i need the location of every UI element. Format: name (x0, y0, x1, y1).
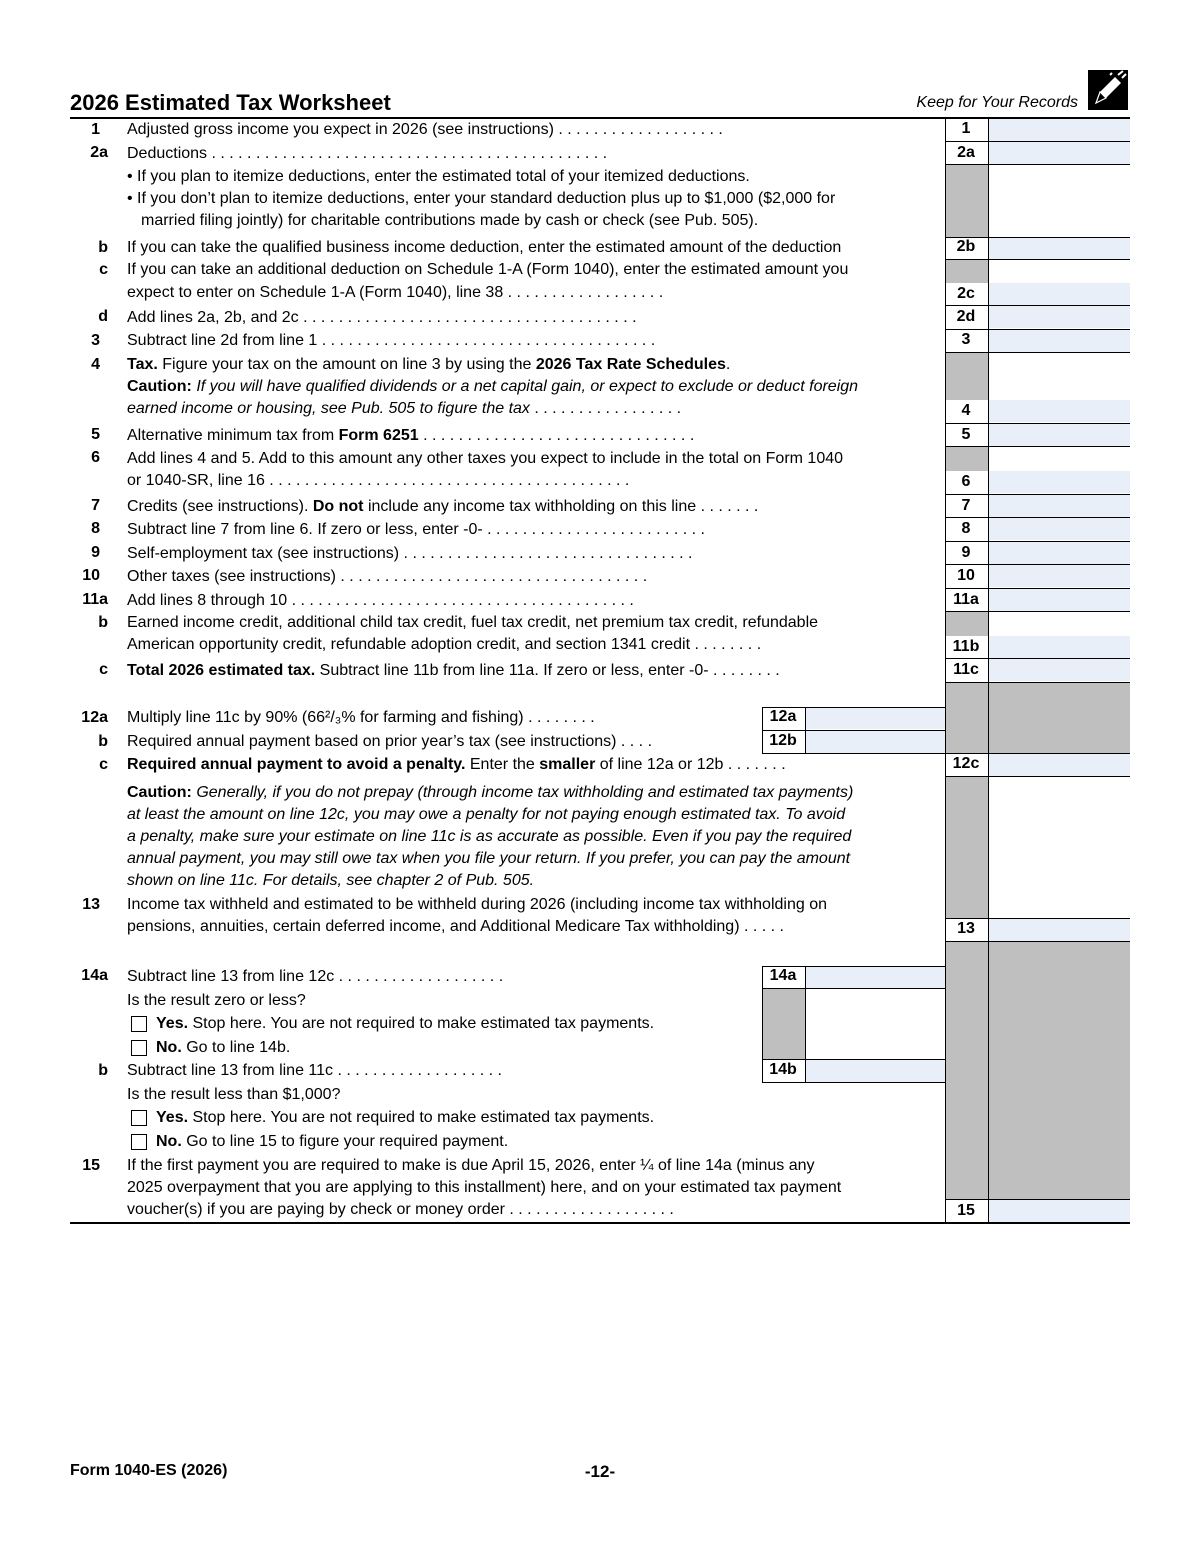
line-number: 9 (91, 544, 100, 561)
box-label: 7 (961, 497, 971, 514)
rule-9 (945, 564, 1130, 565)
line-4-text: Tax. Figure your tax on the amount on line 3 by using the 2026 Tax Rate Schedules. (127, 356, 731, 373)
box-label: 11b (952, 638, 980, 655)
line-number: 12a (81, 709, 108, 726)
rule-5 (945, 446, 1130, 447)
box-label: 2d (956, 308, 976, 325)
line-12c-text: Required annual payment to avoid a penalty. Enter the smaller of line 12a or 12b . . . . . . . (127, 756, 786, 773)
caution-12-line-3: a penalty, make sure your estimate on line 11c is as accurate as possible. Even if you pay the required (127, 828, 852, 845)
line-1-text: Adjusted gross income you expect in 2026 (see instructions) . . . . . . . . . . . . . . . . . . . (127, 121, 723, 138)
line-14a-text: Subtract line 13 from line 12c . . . . . . . . . . . . . . . . . . . (127, 968, 504, 985)
line-number: 3 (91, 332, 100, 349)
box-label: 13 (957, 920, 975, 937)
answer-field-5[interactable] (988, 424, 1130, 446)
rule-3 (945, 352, 1130, 353)
line-2d-text: Add lines 2a, 2b, and 2c . . . . . . . . . . . . . . . . . . . . . . . . . . . . . . . . . . . . . . (127, 309, 637, 326)
line-number: 13 (82, 896, 100, 913)
box-label: 9 (961, 544, 971, 561)
rule-12c-top (945, 753, 1130, 754)
line-10-text: Other taxes (see instructions) . . . . . . . . . . . . . . . . . . . . . . . . . . . . . . . . . . . (127, 568, 648, 585)
line-2b-text: If you can take the qualified business income deduction, enter the estimated amount of the deduction (127, 239, 842, 256)
rule-11b (945, 658, 1130, 659)
box-label: 11c (953, 661, 979, 678)
box-label: 5 (961, 426, 971, 443)
box-label: 8 (961, 520, 971, 537)
line-2a-bullet-2-cont: married filing jointly) for charitable contributions made by cash or check (see Pub. 505). (141, 212, 759, 229)
answer-field-12c[interactable] (988, 754, 1130, 776)
shade-12 (945, 683, 988, 754)
answer-field-12a[interactable] (805, 707, 945, 729)
line-15-text: If the first payment you are required to make is due April 15, 2026, enter ¼ of line 14a (minus any (127, 1157, 815, 1174)
rule-2b (945, 259, 1130, 260)
rule-6 (945, 494, 1130, 495)
line-2c-text: If you can take an additional deduction on Schedule 1-A (Form 1040), enter the estimated amount you (127, 261, 849, 278)
answer-field-14b[interactable] (805, 1060, 945, 1082)
line-14a-question: Is the result zero or less? (127, 992, 306, 1009)
shade-11b (945, 612, 988, 636)
line-2a-text: Deductions . . . . . . . . . . . . . . . . . . . . . . . . . . . . . . . . . . . . . . . . . . . . . (127, 145, 608, 162)
pencil-icon (1088, 70, 1128, 110)
rule-14b-top (762, 1059, 945, 1060)
answer-field-11c[interactable] (988, 659, 1130, 681)
shade-14 (945, 941, 988, 1200)
caution-12-line-1: Caution: Generally, if you do not prepay (through income tax withholding and estimated tax payments) (127, 784, 854, 801)
rule-2c (945, 305, 1130, 306)
rule-8 (945, 541, 1130, 542)
no-label-14b: No. Go to line 15 to figure your required payment. (156, 1133, 509, 1150)
line-number: c (99, 661, 108, 678)
shade-answer-12 (988, 683, 1130, 754)
line-number: b (98, 1062, 108, 1079)
no-checkbox-14b[interactable] (131, 1134, 147, 1150)
shade-6 (945, 447, 988, 471)
form-identifier: Form 1040-ES (2026) (70, 1462, 228, 1479)
answer-field-4[interactable] (988, 400, 1130, 422)
caution-12-line-4: annual payment, you may still owe tax when you file your return. If you prefer, you can pay the amount (127, 850, 851, 867)
line-4-caution-cont: earned income or housing, see Pub. 505 to figure the tax . . . . . . . . . . . . . . . . . (127, 400, 682, 417)
box-label: 12a (769, 708, 797, 725)
line-number: 2a (90, 144, 108, 161)
shade-inner-14a (762, 988, 805, 1059)
box-label: 2b (956, 238, 976, 255)
line-11c-text: Total 2026 estimated tax. Subtract line 11b from line 11a. If zero or less, enter -0- . . . . . . . . (127, 662, 780, 679)
line-15-text-cont2: voucher(s) if you are paying by check or money order . . . . . . . . . . . . . . . . . . . (127, 1201, 674, 1218)
shade-2c (945, 259, 988, 283)
answer-field-10[interactable] (988, 565, 1130, 587)
answer-field-1[interactable] (988, 119, 1130, 141)
answer-field-11a[interactable] (988, 589, 1130, 611)
line-number: 14a (81, 967, 108, 984)
box-label: 10 (957, 567, 975, 584)
answer-field-2d[interactable] (988, 306, 1130, 328)
line-number: 4 (91, 356, 100, 373)
top-rule (70, 117, 1130, 119)
yes-checkbox-14b[interactable] (131, 1110, 147, 1126)
rule-13-top (945, 918, 1130, 919)
line-number: 6 (91, 449, 100, 466)
line-11b-text-cont: American opportunity credit, refundable adoption credit, and section 1341 credit . . . . . . . . (127, 636, 762, 653)
box-label: 6 (961, 473, 971, 490)
box-col-right-border (988, 119, 989, 1222)
line-number: 1 (91, 121, 100, 138)
rule-14a (762, 988, 945, 989)
rule-2d (945, 329, 1130, 330)
line-11b-text: Earned income credit, additional child tax credit, fuel tax credit, net premium tax credit, refundable (127, 614, 819, 631)
rule-4 (945, 423, 1130, 424)
rule-10 (945, 588, 1130, 589)
shade-2a (945, 164, 988, 237)
box-label: 14b (769, 1061, 797, 1078)
box-label: 12b (769, 732, 797, 749)
line-13-text: Income tax withheld and estimated to be withheld during 2026 (including income tax withholding on (127, 896, 827, 913)
shade-13 (945, 777, 988, 919)
page-title: 2026 Estimated Tax Worksheet (70, 90, 391, 115)
rule-13 (945, 941, 1130, 942)
line-2a-bullet-1: • If you plan to itemize deductions, enter the estimated total of your itemized deductions. (127, 168, 750, 185)
line-11a-text: Add lines 8 through 10 . . . . . . . . . . . . . . . . . . . . . . . . . . . . . . . . . . . . . . . (127, 592, 634, 609)
rule-12c (945, 776, 1130, 777)
line-7-text: Credits (see instructions). Do not include any income tax withholding on this line . . . . . . . (127, 498, 759, 515)
line-number: b (98, 239, 108, 256)
caution-12-line-5: shown on line 11c. For details, see chapter 2 of Pub. 505. (127, 872, 535, 889)
line-number: 11a (82, 591, 108, 608)
no-label-14a: No. Go to line 14b. (156, 1039, 291, 1056)
box-label: 11a (953, 591, 979, 608)
line-number: 15 (82, 1157, 100, 1174)
rule-12b (762, 753, 945, 754)
answer-field-11b[interactable] (988, 636, 1130, 658)
line-number: b (98, 614, 108, 631)
line-number: c (99, 756, 108, 773)
line-9-text: Self-employment tax (see instructions) . . . . . . . . . . . . . . . . . . . . . . . . . . . . . . . . . (127, 545, 693, 562)
line-3-text: Subtract line 2d from line 1 . . . . . . . . . . . . . . . . . . . . . . . . . . . . . . . . . . . . . . (127, 332, 656, 349)
answer-field-13[interactable] (988, 919, 1130, 941)
shade-answer-14 (988, 941, 1130, 1200)
answer-field-6[interactable] (988, 471, 1130, 493)
answer-field-9[interactable] (988, 542, 1130, 564)
rule-14b (762, 1082, 945, 1083)
line-13-text-cont: pensions, annuities, certain deferred income, and Additional Medicare Tax withholding) . . . . . (127, 918, 784, 935)
answer-field-12b[interactable] (805, 731, 945, 753)
line-6-text: Add lines 4 and 5. Add to this amount any other taxes you expect to include in the total on Form 1040 (127, 450, 844, 467)
line-6-text-cont: or 1040-SR, line 16 . . . . . . . . . . . . . . . . . . . . . . . . . . . . . . . . . . . . . . . . . (127, 472, 630, 489)
rule-12a (762, 730, 945, 731)
rule-11c (945, 682, 1130, 683)
line-12b-text: Required annual payment based on prior year’s tax (see instructions) . . . . (127, 733, 653, 750)
box-label: 1 (961, 120, 971, 137)
box-label: 3 (961, 331, 971, 348)
line-number: b (98, 733, 108, 750)
box-label: 15 (957, 1202, 975, 1219)
rule-11a (945, 611, 1130, 612)
keep-for-records-note: Keep for Your Records (916, 94, 1078, 111)
line-14b-question: Is the result less than $1,000? (127, 1086, 341, 1103)
caution-12-line-2: at least the amount on line 12c, you may owe a penalty for not paying enough estimated tax. To avoid (127, 806, 846, 823)
line-12a-text: Multiply line 11c by 90% (66²/₃% for farming and fishing) . . . . . . . . (127, 709, 595, 726)
rule-7 (945, 517, 1130, 518)
line-15-text-cont: 2025 overpayment that you are applying to this installment) here, and on your estimated tax payment (127, 1179, 842, 1196)
page-number: -12- (584, 1462, 616, 1481)
yes-label-14a: Yes. Stop here. You are not required to make estimated tax payments. (156, 1015, 655, 1032)
no-checkbox-14a[interactable] (131, 1040, 147, 1056)
yes-label-14b: Yes. Stop here. You are not required to make estimated tax payments. (156, 1109, 655, 1126)
line-2a-bullet-2: • If you don’t plan to itemize deductions, enter your standard deduction plus up to $1,000 ($2,000 for (127, 190, 836, 207)
line-number: 5 (91, 426, 100, 443)
box-label: 2c (957, 285, 975, 302)
line-number: d (98, 308, 108, 325)
line-number: 7 (91, 497, 100, 514)
line-5-text: Alternative minimum tax from Form 6251 . . . . . . . . . . . . . . . . . . . . . . . . . . . . . . . (127, 427, 695, 444)
shade-4 (945, 353, 988, 400)
answer-field-2b[interactable] (988, 237, 1130, 259)
line-8-text: Subtract line 7 from line 6. If zero or less, enter -0- . . . . . . . . . . . . . . . . . . . . . . . . . (127, 521, 705, 538)
answer-field-8[interactable] (988, 518, 1130, 540)
box-label: 14a (769, 967, 797, 984)
rule-1 (945, 141, 1130, 142)
box-label: 2a (957, 144, 975, 161)
rule-15-top (945, 1199, 1130, 1200)
answer-field-2a[interactable] (988, 142, 1130, 164)
answer-field-3[interactable] (988, 330, 1130, 352)
inner-box-14-right (805, 966, 806, 1082)
rule-2a (945, 164, 1130, 165)
line-number: c (99, 261, 108, 278)
bottom-rule (70, 1222, 1130, 1224)
answer-field-7[interactable] (988, 495, 1130, 517)
line-14b-text: Subtract line 13 from line 11c . . . . . . . . . . . . . . . . . . . (127, 1062, 502, 1079)
line-4-caution: Caution: If you will have qualified dividends or a net capital gain, or expect to exclude or deduct foreign (127, 378, 859, 395)
box-label: 4 (961, 402, 971, 419)
line-2c-text-cont: expect to enter on Schedule 1-A (Form 1040), line 38 . . . . . . . . . . . . . . . . . . (127, 284, 664, 301)
yes-checkbox-14a[interactable] (131, 1016, 147, 1032)
answer-field-15[interactable] (988, 1200, 1130, 1222)
answer-field-14a[interactable] (805, 966, 945, 988)
box-label: 12c (952, 755, 980, 772)
line-number: 8 (91, 520, 100, 537)
answer-field-2c[interactable] (988, 283, 1130, 305)
line-number: 10 (82, 567, 100, 584)
